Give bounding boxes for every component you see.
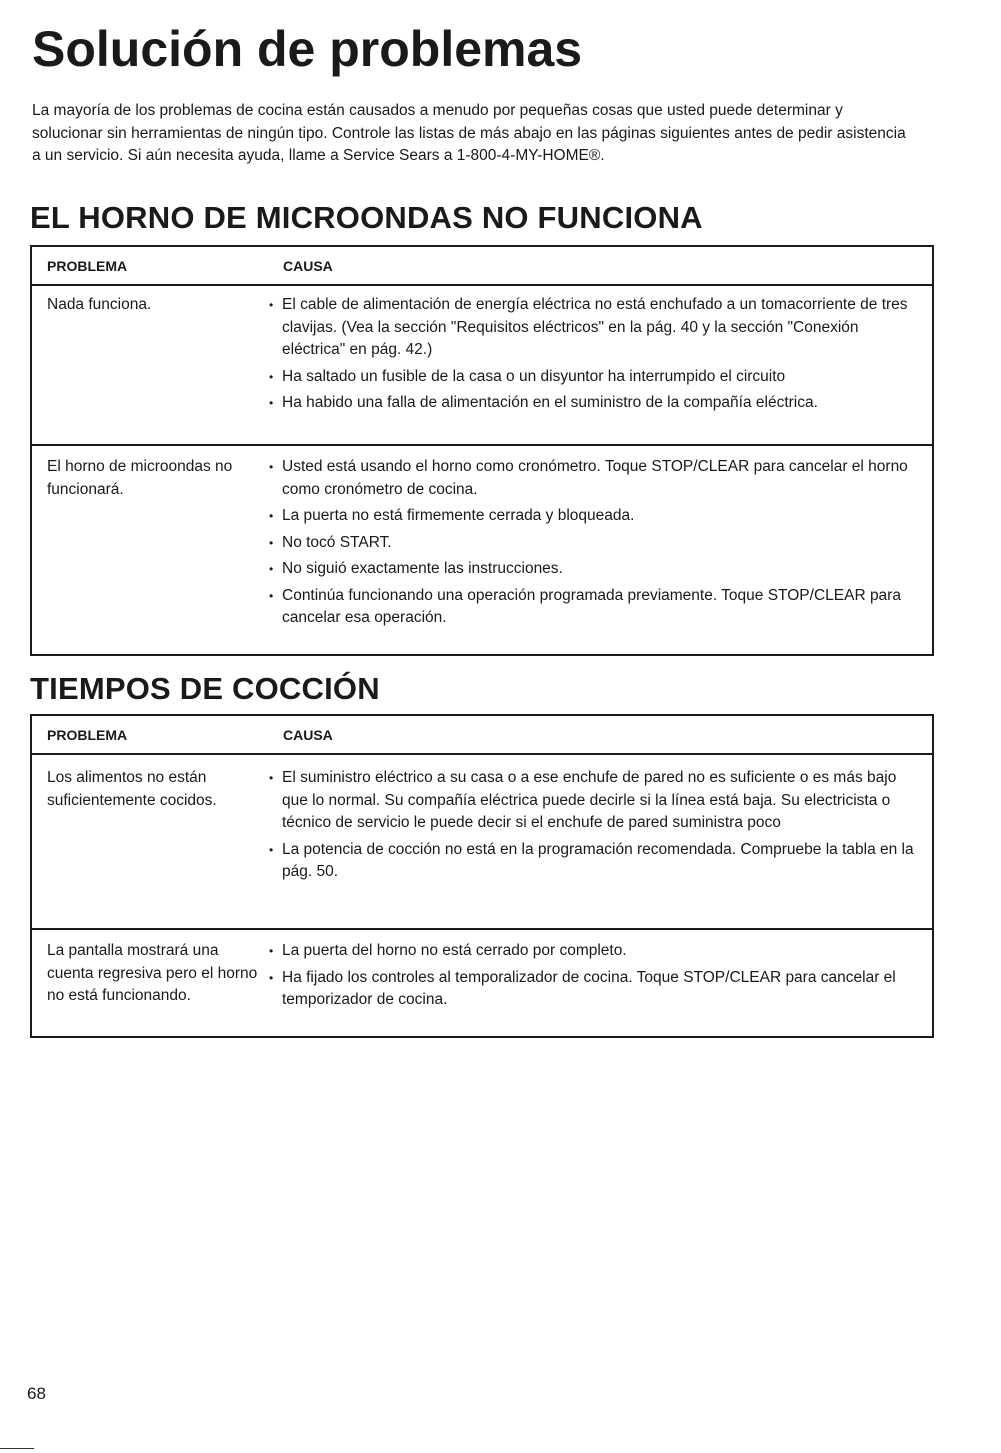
cause-item: • Ha fijado los controles al temporalizador de cocina. Toque STOP/CLEAR para cancelar el temporizador de cocina. — [268, 967, 920, 1012]
section-title-cooking-times: TIEMPOS DE COCCIÓN — [30, 671, 380, 706]
table-row — [32, 444, 932, 654]
cause-item: • La puerta no está firmemente cerrada y bloqueada. — [268, 505, 920, 528]
problem-cell: Los alimentos no están suficientemente cocidos. — [47, 769, 217, 809]
cause-item: • No siguió exactamente las instrucciones. — [268, 558, 920, 581]
problem-cell: El horno de microondas no funcionará. — [47, 458, 233, 498]
causes-cell — [268, 940, 932, 1036]
troubleshooting-table-microwave — [30, 245, 934, 656]
section-title-microwave-not-working: EL HORNO DE MICROONDAS NO FUNCIONA — [30, 200, 703, 235]
problem-cell: La pantalla mostrará una cuenta regresiva pero el horno no está funcionando. — [47, 942, 258, 1004]
header-cause: CAUSA — [283, 726, 333, 743]
table-row — [32, 286, 932, 444]
header-problem: PROBLEMA — [47, 257, 128, 274]
header-problem: PROBLEMA — [47, 726, 128, 743]
cause-item: • Ha saltado un fusible de la casa o un disyuntor ha interrumpido el circuito — [268, 366, 920, 389]
page-number: 68 — [27, 1384, 46, 1403]
troubleshooting-table-cooking-times — [30, 714, 934, 1038]
bottom-rule — [0, 1448, 34, 1449]
cause-item: • Ha habido una falla de alimentación en el suministro de la compañía eléctrica. — [268, 392, 920, 415]
table-row — [32, 928, 932, 1036]
intro-paragraph: La mayoría de los problemas de cocina están causados a menudo por pequeñas cosas que usted puede determinar y solucionar sin herramientas de ningún tipo. Controle las listas de más abajo en las páginas siguientes antes de pedir asistencia a un servicio. Si aún necesita ayuda, llame a Service Sears a 1-800-4-MY-HOME®. — [32, 102, 906, 164]
table-header — [32, 716, 932, 755]
problem-cell: Nada funciona. — [47, 296, 152, 313]
cause-item: • Continúa funcionando una operación programada previamente. Toque STOP/CLEAR para cancelar esa operación. — [268, 585, 920, 630]
causes-cell — [268, 294, 932, 444]
cause-item: • La potencia de cocción no está en la programación recomendada. Compruebe la tabla en la pág. 50. — [268, 839, 920, 884]
cause-item: • El suministro eléctrico a su casa o a ese enchufe de pared no es suficiente o es más bajo que lo normal. Su compañía eléctrica puede decirle si la línea está baja. Su electricista o técnico de servicio le puede decir si el enchufe de pared suministra poco — [268, 767, 920, 835]
cause-item: • La puerta del horno no está cerrado por completo. — [268, 940, 920, 963]
cause-item: • El cable de alimentación de energía eléctrica no está enchufado a un tomacorriente de tres clavijas. (Vea la sección "Requisitos eléctricos" en la pág. 40 y la sección "Conexión eléctrica" en pág. 42.) — [268, 294, 920, 362]
page-title: Solución de problemas — [32, 21, 583, 77]
cause-item: • Usted está usando el horno como cronómetro. Toque STOP/CLEAR para cancelar el horno como cronómetro de cocina. — [268, 456, 920, 501]
table-header — [32, 247, 932, 286]
table-row — [32, 755, 932, 928]
cause-item: • No tocó START. — [268, 532, 920, 555]
causes-cell — [268, 456, 932, 654]
header-cause: CAUSA — [283, 257, 333, 274]
causes-cell — [268, 767, 932, 928]
